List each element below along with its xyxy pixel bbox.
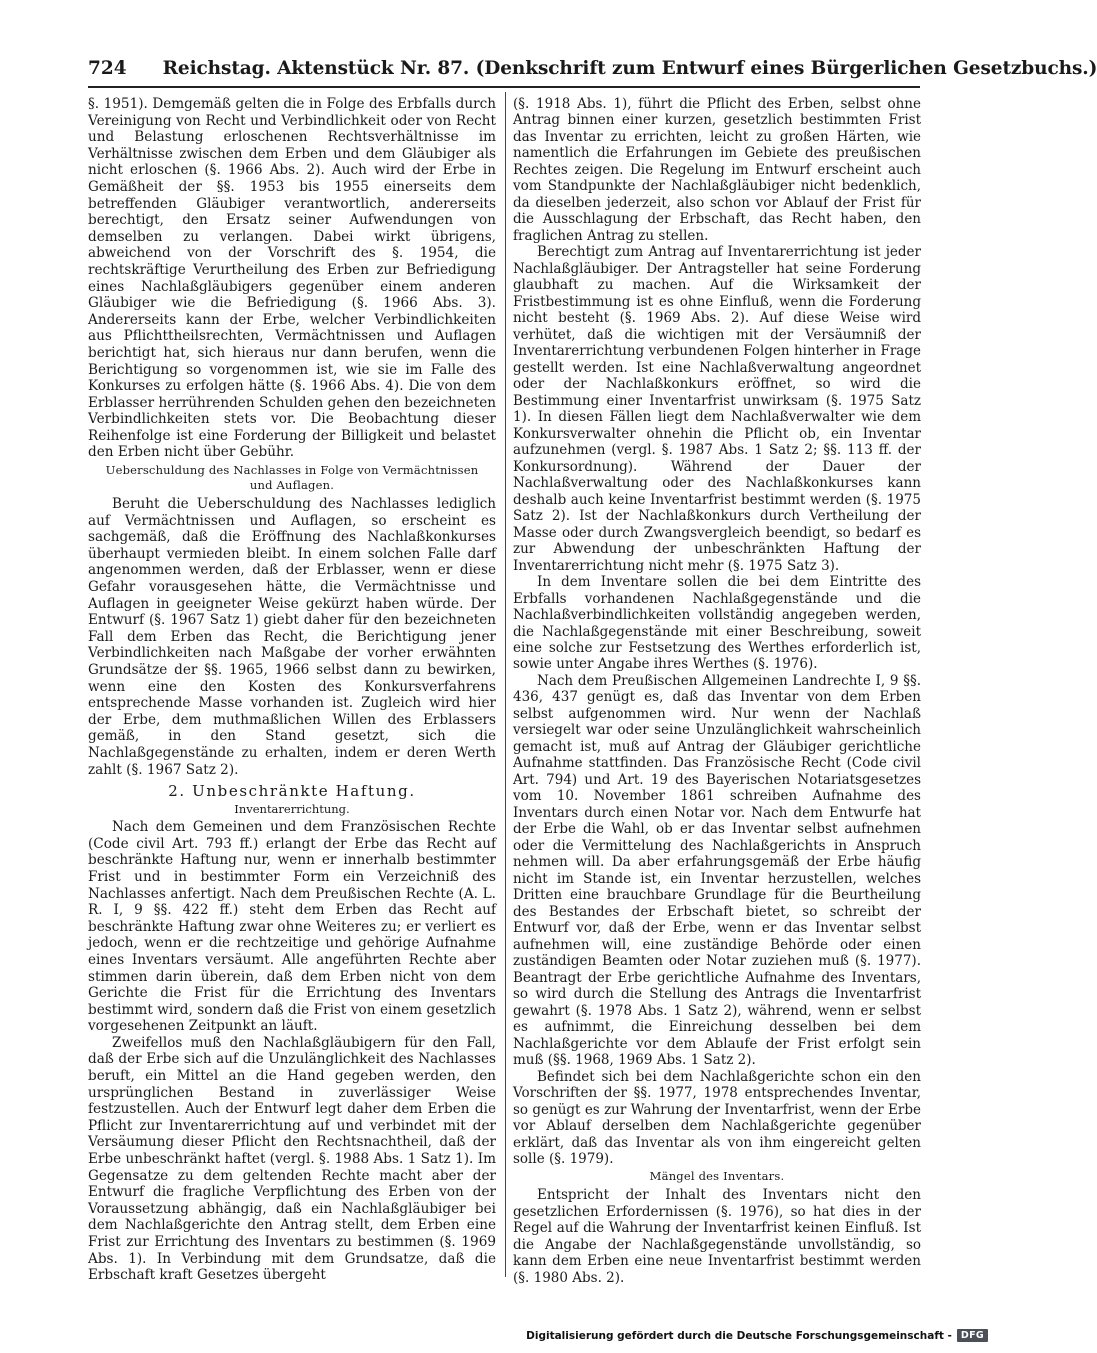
subheading: Mängel des Inventars.: [649, 1169, 785, 1184]
paragraph: Berechtigt zum Antrag auf Inventarerrichtung ist jeder Nachlaßgläubiger. Der Antragsteller hat seine Forderung glaubhaft zu machen. Auf die Wirksamkeit der Fristbestimmung ist es ohne Einfluß, wenn die Forderung nicht besteht (§. 1969 Abs. 2). Auf diese Weise wird verhütet, daß die wichtigen mit der Versäumniß der Inventarerrichtung verbundenen Folgen hinterher in Frage gestellt werden. Ist eine Nachlaßverwaltung angeordnet oder der Nachlaßkonkurs eröffnet, so wird die Bestimmung einer Inventarfrist unwirksam (§. 1975 Satz 1). In diesen Fällen liegt dem Nachlaßverwalter wie dem Konkursverwalter ohnehin die Pflicht ob, ein Inventar aufzunehmen (vergl. §. 1987 Abs. 1 Satz 2; §§. 113 ff. der Konkursordnung). Während der Dauer der Nachlaßverwaltung oder des Nachlaßkonkurses kann deshalb auch keine Inventarfrist bestimmt werden (§. 1975 Satz 2). Ist der Nachlaßkonkurs durch Vertheilung der Masse oder durch Zwangsvergleich beendigt, so bedarf es zur Abwendung der unbeschränkten Haftung der Inventarerrichtung nicht mehr (§. 1975 Satz 3).: [513, 244, 921, 574]
digitization-credit: [526, 1329, 988, 1342]
subheading: Ueberschuldung des Nachlasses in Folge von Vermächtnissen und Auflagen.: [105, 463, 479, 493]
paragraph: Zweifellos muß den Nachlaßgläubigern für den Fall, daß der Erbe sich auf die Unzulänglichkeit des Nachlasses beruft, ein Mittel an die Hand gegeben werden, den ursprünglichen Bestand in zuverlässiger Weise festzustellen. Auch der Entwurf legt daher dem Erben die Pflicht zur Inventarerrichtung auf und verbindet mit der Versäumung dieser Pflicht den Rechtsnachtheil, daß der Erbe unbeschränkt haftet (vergl. §. 1988 Abs. 1 Satz 1). Im Gegensatze zu dem geltenden Rechte macht aber der Entwurf die fragliche Verpflichtung des Erben von der Voraussetzung abhängig, daß ein Nachlaßgläubiger bei dem Nachlaßgerichte den Antrag stellt, dem Erben eine Frist zur Errichtung des Inventars zu bestimmen (§. 1969 Abs. 1). In Verbindung mit dem Grundsatze, daß die Erbschaft kraft Gesetzes übergeht: [88, 1034, 496, 1284]
page-number: 724: [88, 58, 127, 79]
column-divider: [505, 92, 506, 1277]
dfg-logo: DFG: [957, 1329, 988, 1342]
left-column: [88, 96, 496, 1284]
subheading: Inventarerrichtung.: [234, 802, 350, 817]
running-title: Reichstag. Aktenstück Nr. 87. (Denkschrift zum Entwurf eines Bürgerlichen Gesetzbuchs.): [162, 58, 1097, 79]
paragraph: In dem Inventare sollen die bei dem Eintritte des Erbfalls vorhandenen Nachlaßgegenstände und die Nachlaßverbindlichkeiten vollständig angegeben werden, die Nachlaßgegenstände mit einer Beschreibung, soweit eine solche zur Festsetzung des Werthes erforderlich ist, sowie unter Angabe ihres Werthes (§. 1976).: [513, 574, 921, 673]
paragraph: Befindet sich bei dem Nachlaßgerichte schon ein den Vorschriften der §§. 1977, 1978 entsprechendes Inventar, so genügt es zur Wahrung der Inventarfrist, wenn der Erbe vor Ablauf derselben dem Nachlaßgerichte gegenüber erklärt, daß das Inventar als von ihm eingereicht gelten solle (§. 1979).: [513, 1068, 921, 1167]
paragraph: Entspricht der Inhalt des Inventars nicht den gesetzlichen Erfordernissen (§. 1976), so hat dies in der Regel auf die Wahrung der Inventarfrist keinen Einfluß. Ist die Angabe der Nachlaßgegenstände unvollständig, so kann dem Erben eine neue Inventarfrist bestimmt werden (§. 1980 Abs. 2).: [513, 1187, 921, 1286]
paragraph: (§. 1918 Abs. 1), führt die Pflicht des Erben, selbst ohne Antrag binnen einer kurzen, gesetzlich bestimmten Frist das Inventar zu errichten, leicht zu großen Härten, wie namentlich die Erfahrungen im Gebiete des preußischen Rechtes zeigen. Die Regelung im Entwurf erscheint auch vom Standpunkte der Nachlaßgläubiger nicht bedenklich, da dieselben jederzeit, also schon vor Ablauf der Frist für die Ausschlagung der Erbschaft, das Recht haben, den fraglichen Antrag zu stellen.: [513, 96, 921, 244]
paragraph: §. 1951). Demgemäß gelten die in Folge des Erbfalls durch Vereinigung von Recht und Verbindlichkeit oder von Recht und Belastung erloschenen Rechtsverhältnisse im Verhältnisse zwischen dem Erben und dem Gläubiger als nicht erloschen (§. 1966 Abs. 2). Auch wird der Erbe in Gemäßheit der §§. 1953 bis 1955 einerseits dem betreffenden Gläubiger verantwortlich, andererseits berechtigt, den Ersatz seiner Aufwendungen von demselben zu verlangen. Dabei wirkt übrigens, abweichend von der Vorschrift des §. 1954, die rechtskräftige Verurtheilung des Erben zur Befriedigung eines Nachlaßgläubigers gegenüber einem anderen Gläubiger wie die Befriedigung (§. 1966 Abs. 3). Andererseits kann der Erbe, welcher Verbindlichkeiten aus Pflichttheilsrechten, Vermächtnissen und Auflagen berichtigt hat, sich hieraus nur dann berufen, wenn die Berichtigung so vorgenommen ist, wie sie im Falle des Konkurses zu erfolgen hätte (§. 1966 Abs. 4). Die von dem Erblasser herrührenden Schulden gehen den bezeichneten Verbindlichkeiten stets vor. Die Beobachtung dieser Reihenfolge ist eine Forderung der Billigkeit und belastet den Erben nicht über Gebühr.: [88, 96, 496, 461]
credit-text: Digitalisierung gefördert durch die Deutsche Forschungsgemeinschaft -: [526, 1329, 952, 1342]
paragraph: Nach dem Preußischen Allgemeinen Landrechte I, 9 §§. 436, 437 genügt es, daß das Inventar von dem Erben selbst aufgenommen wird. Nur wenn der Nachlaß versiegelt war oder seine Unzulänglichkeit wahrscheinlich gemacht ist, muß auf Antrag der Gläubiger gerichtliche Aufnahme stattfinden. Das Französische Recht (Code civil Art. 794) und Art. 19 des Bayerischen Notariatsgesetzes vom 10. November 1861 schreiben Aufnahme des Inventars durch einen Notar vor. Nach dem Entwurfe hat der Erbe die Wahl, ob er das Inventar selbst aufnehmen oder die Vermittelung des Nachlaßgerichts in Anspruch nehmen will. Da aber erfahrungsgemäß der Erbe häufig nicht im Stande ist, ein Inventar herzustellen, welches Dritten eine brauchbare Grundlage für die Beurtheilung des Bestandes der Erbschaft bietet, so schreibt der Entwurf vor, daß der Erbe, wenn er das Inventar selbst aufnehmen will, eine zuständige Behörde oder einen zuständigen Beamten oder Notar zuziehen muß (§. 1977). Beantragt der Erbe gerichtliche Aufnahme des Inventars, so wird durch die Stellung des Antrags die Inventarfrist gewahrt (§. 1978 Abs. 1 Satz 2), während, wenn er selbst es aufnimmt, die Einreichung desselben bei dem Nachlaßgerichte vor dem Ablaufe der Frist erfolgt sein muß (§§. 1968, 1969 Abs. 1 Satz 2).: [513, 672, 921, 1069]
section-heading: 2. Unbeschränkte Haftung.: [168, 782, 416, 801]
paragraph: Beruht die Ueberschuldung des Nachlasses lediglich auf Vermächtnissen und Auflagen, so erscheint es sachgemäß, daß die Eröffnung des Nachlaßkonkurses überhaupt vermieden bleibt. In einem solchen Falle darf angenommen werden, daß der Erblasser, wenn er diese Gefahr vorausgesehen hätte, die Vermächtnisse und Auflagen in geeigneter Weise gekürzt haben würde. Der Entwurf (§. 1967 Satz 1) giebt daher für den bezeichneten Fall dem Erben das Recht, die Berichtigung jener Verbindlichkeiten nach Maßgabe der vorher erwähnten Grundsätze der §§. 1965, 1966 selbst dann zu bewirken, wenn eine den Kosten des Konkursverfahrens entsprechende Masse vorhanden ist. Zugleich wird hier der Erbe, dem muthmaßlichen Willen des Erblassers gemäß, in den Stand gesetzt, sich die Nachlaßgegenstände zu erhalten, indem er deren Werth zahlt (§. 1967 Satz 2).: [88, 496, 496, 778]
right-column: [513, 96, 921, 1286]
paragraph: Nach dem Gemeinen und dem Französischen Rechte (Code civil Art. 793 ff.) erlangt der Erbe das Recht auf beschränkte Haftung nur, wenn er innerhalb bestimmter Frist und in bestimmter Form ein Verzeichniß des Nachlasses anfertigt. Nach dem Preußischen Rechte (A. L. R. I, 9 §§. 422 ff.) steht dem Erben das Recht auf beschränkte Haftung zwar ohne Weiteres zu; er verliert es jedoch, wenn er die rechtzeitige und gehörige Aufnahme eines Inventars versäumt. Alle angeführten Rechte aber stimmen darin überein, daß dem Erben nicht von dem Gerichte die Frist für die Errichtung des Inventars bestimmt wird, sondern daß die Frist von einem gesetzlich vorgesehenen Zeitpunkt an läuft.: [88, 819, 496, 1035]
running-header: [88, 58, 1097, 79]
header-rule: [88, 86, 920, 88]
